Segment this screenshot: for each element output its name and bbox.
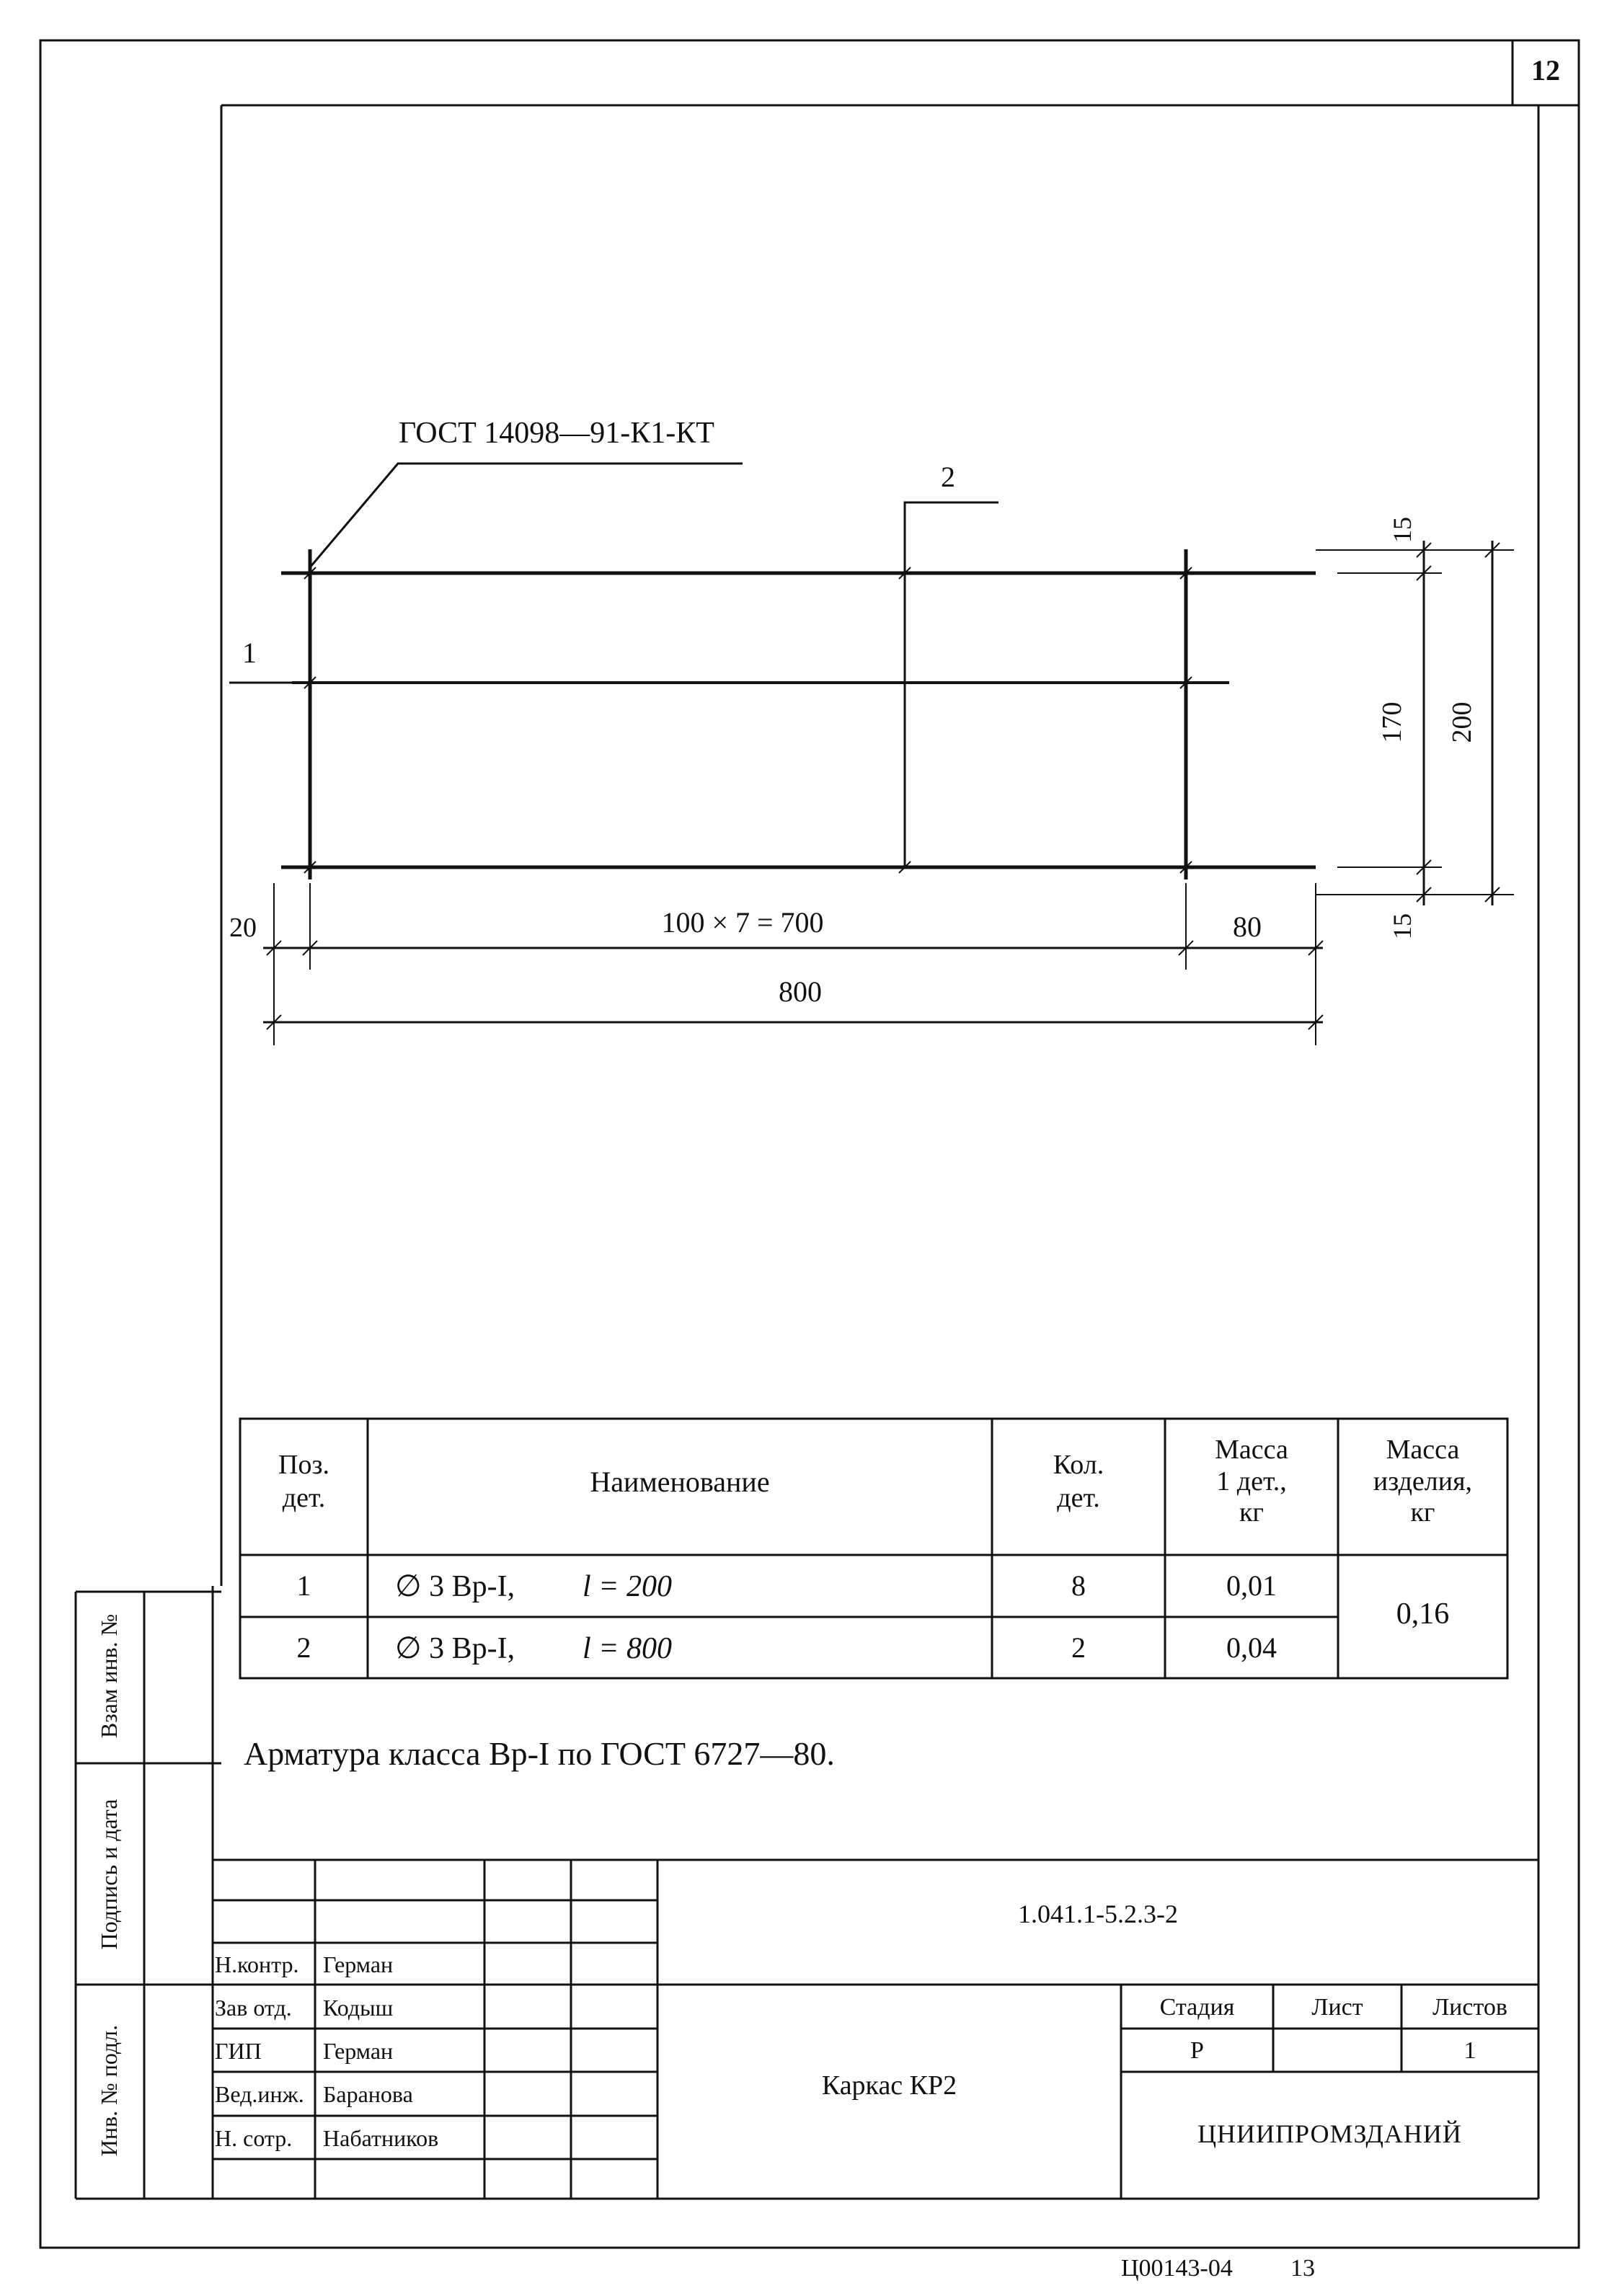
row-mass: 0,01 — [1226, 1569, 1277, 1602]
dim-700: 100 × 7 = 700 — [661, 906, 824, 939]
row-pos: 1 — [296, 1569, 311, 1602]
stage-value: Р — [1190, 2037, 1204, 2064]
drawing-title: Каркас КР2 — [821, 2070, 957, 2101]
dim-bottom-15: 15 — [1388, 913, 1417, 939]
header-mass-one: Масса 1 дет., кг — [1215, 1435, 1288, 1528]
side-stamp-inv: Инв. № подл. — [96, 2024, 122, 2157]
organization: ЦНИИПРОМЗДАНИЙ — [1197, 2119, 1462, 2148]
role-label: Н.контр. — [215, 1951, 299, 1977]
side-stamp-vzam: Взам инв. № — [96, 1613, 122, 1739]
row-qty: 2 — [1071, 1631, 1086, 1664]
designation: 1.041.1-5.2.3-2 — [1018, 1900, 1178, 1928]
position-label-2: 2 — [941, 461, 955, 493]
row-length: l = 800 — [583, 1632, 673, 1665]
role-label: ГИП — [215, 2038, 262, 2064]
sheets-label: Листов — [1432, 1994, 1507, 2021]
row-length: l = 200 — [583, 1570, 673, 1603]
row-qty: 8 — [1071, 1569, 1086, 1602]
position-label-1: 1 — [242, 637, 257, 669]
row-pos: 2 — [296, 1631, 311, 1664]
header-qty: Кол. дет. — [1053, 1450, 1104, 1513]
sheet-label: Лист — [1311, 1994, 1363, 2021]
header-name: Наименование — [590, 1466, 770, 1498]
cage-drawing — [229, 461, 1514, 1045]
person-name: Герман — [323, 2038, 394, 2064]
role-label: Зав отд. — [215, 1995, 292, 2021]
dim-20: 20 — [229, 913, 257, 943]
row-name: ∅ 3 Вр-I, — [395, 1632, 515, 1665]
person-name: Кодыш — [323, 1995, 394, 2021]
footer-page: 13 — [1290, 2255, 1315, 2282]
total-mass: 0,16 — [1396, 1597, 1450, 1631]
weld-note: ГОСТ 14098—91-К1-КТ — [399, 417, 714, 450]
dim-800: 800 — [779, 975, 822, 1008]
footer-code: Ц00143-04 — [1121, 2255, 1233, 2282]
header-pos: Поз. дет. — [278, 1450, 329, 1513]
page-number: 12 — [1531, 54, 1560, 87]
row-mass: 0,04 — [1226, 1631, 1277, 1664]
dim-top-15: 15 — [1388, 517, 1417, 543]
sheets-value: 1 — [1463, 2037, 1476, 2064]
person-name: Герман — [323, 1951, 394, 1977]
stage-label: Стадия — [1159, 1994, 1235, 2021]
role-label: Н. сотр. — [215, 2125, 293, 2151]
role-label: Вед.инж. — [215, 2081, 304, 2107]
dim-200: 200 — [1447, 701, 1477, 743]
person-name: Баранова — [323, 2081, 413, 2107]
dim-170: 170 — [1377, 701, 1407, 743]
row-name: ∅ 3 Вр-I, — [395, 1570, 515, 1603]
header-mass-total: Масса изделия, кг — [1373, 1435, 1473, 1528]
person-name: Набатников — [323, 2125, 439, 2151]
side-stamp-podpis: Подпись и дата — [96, 1799, 122, 1950]
reinforcement-note: Арматура класса Вр-I по ГОСТ 6727—80. — [244, 1735, 835, 1772]
dim-80: 80 — [1233, 910, 1262, 943]
